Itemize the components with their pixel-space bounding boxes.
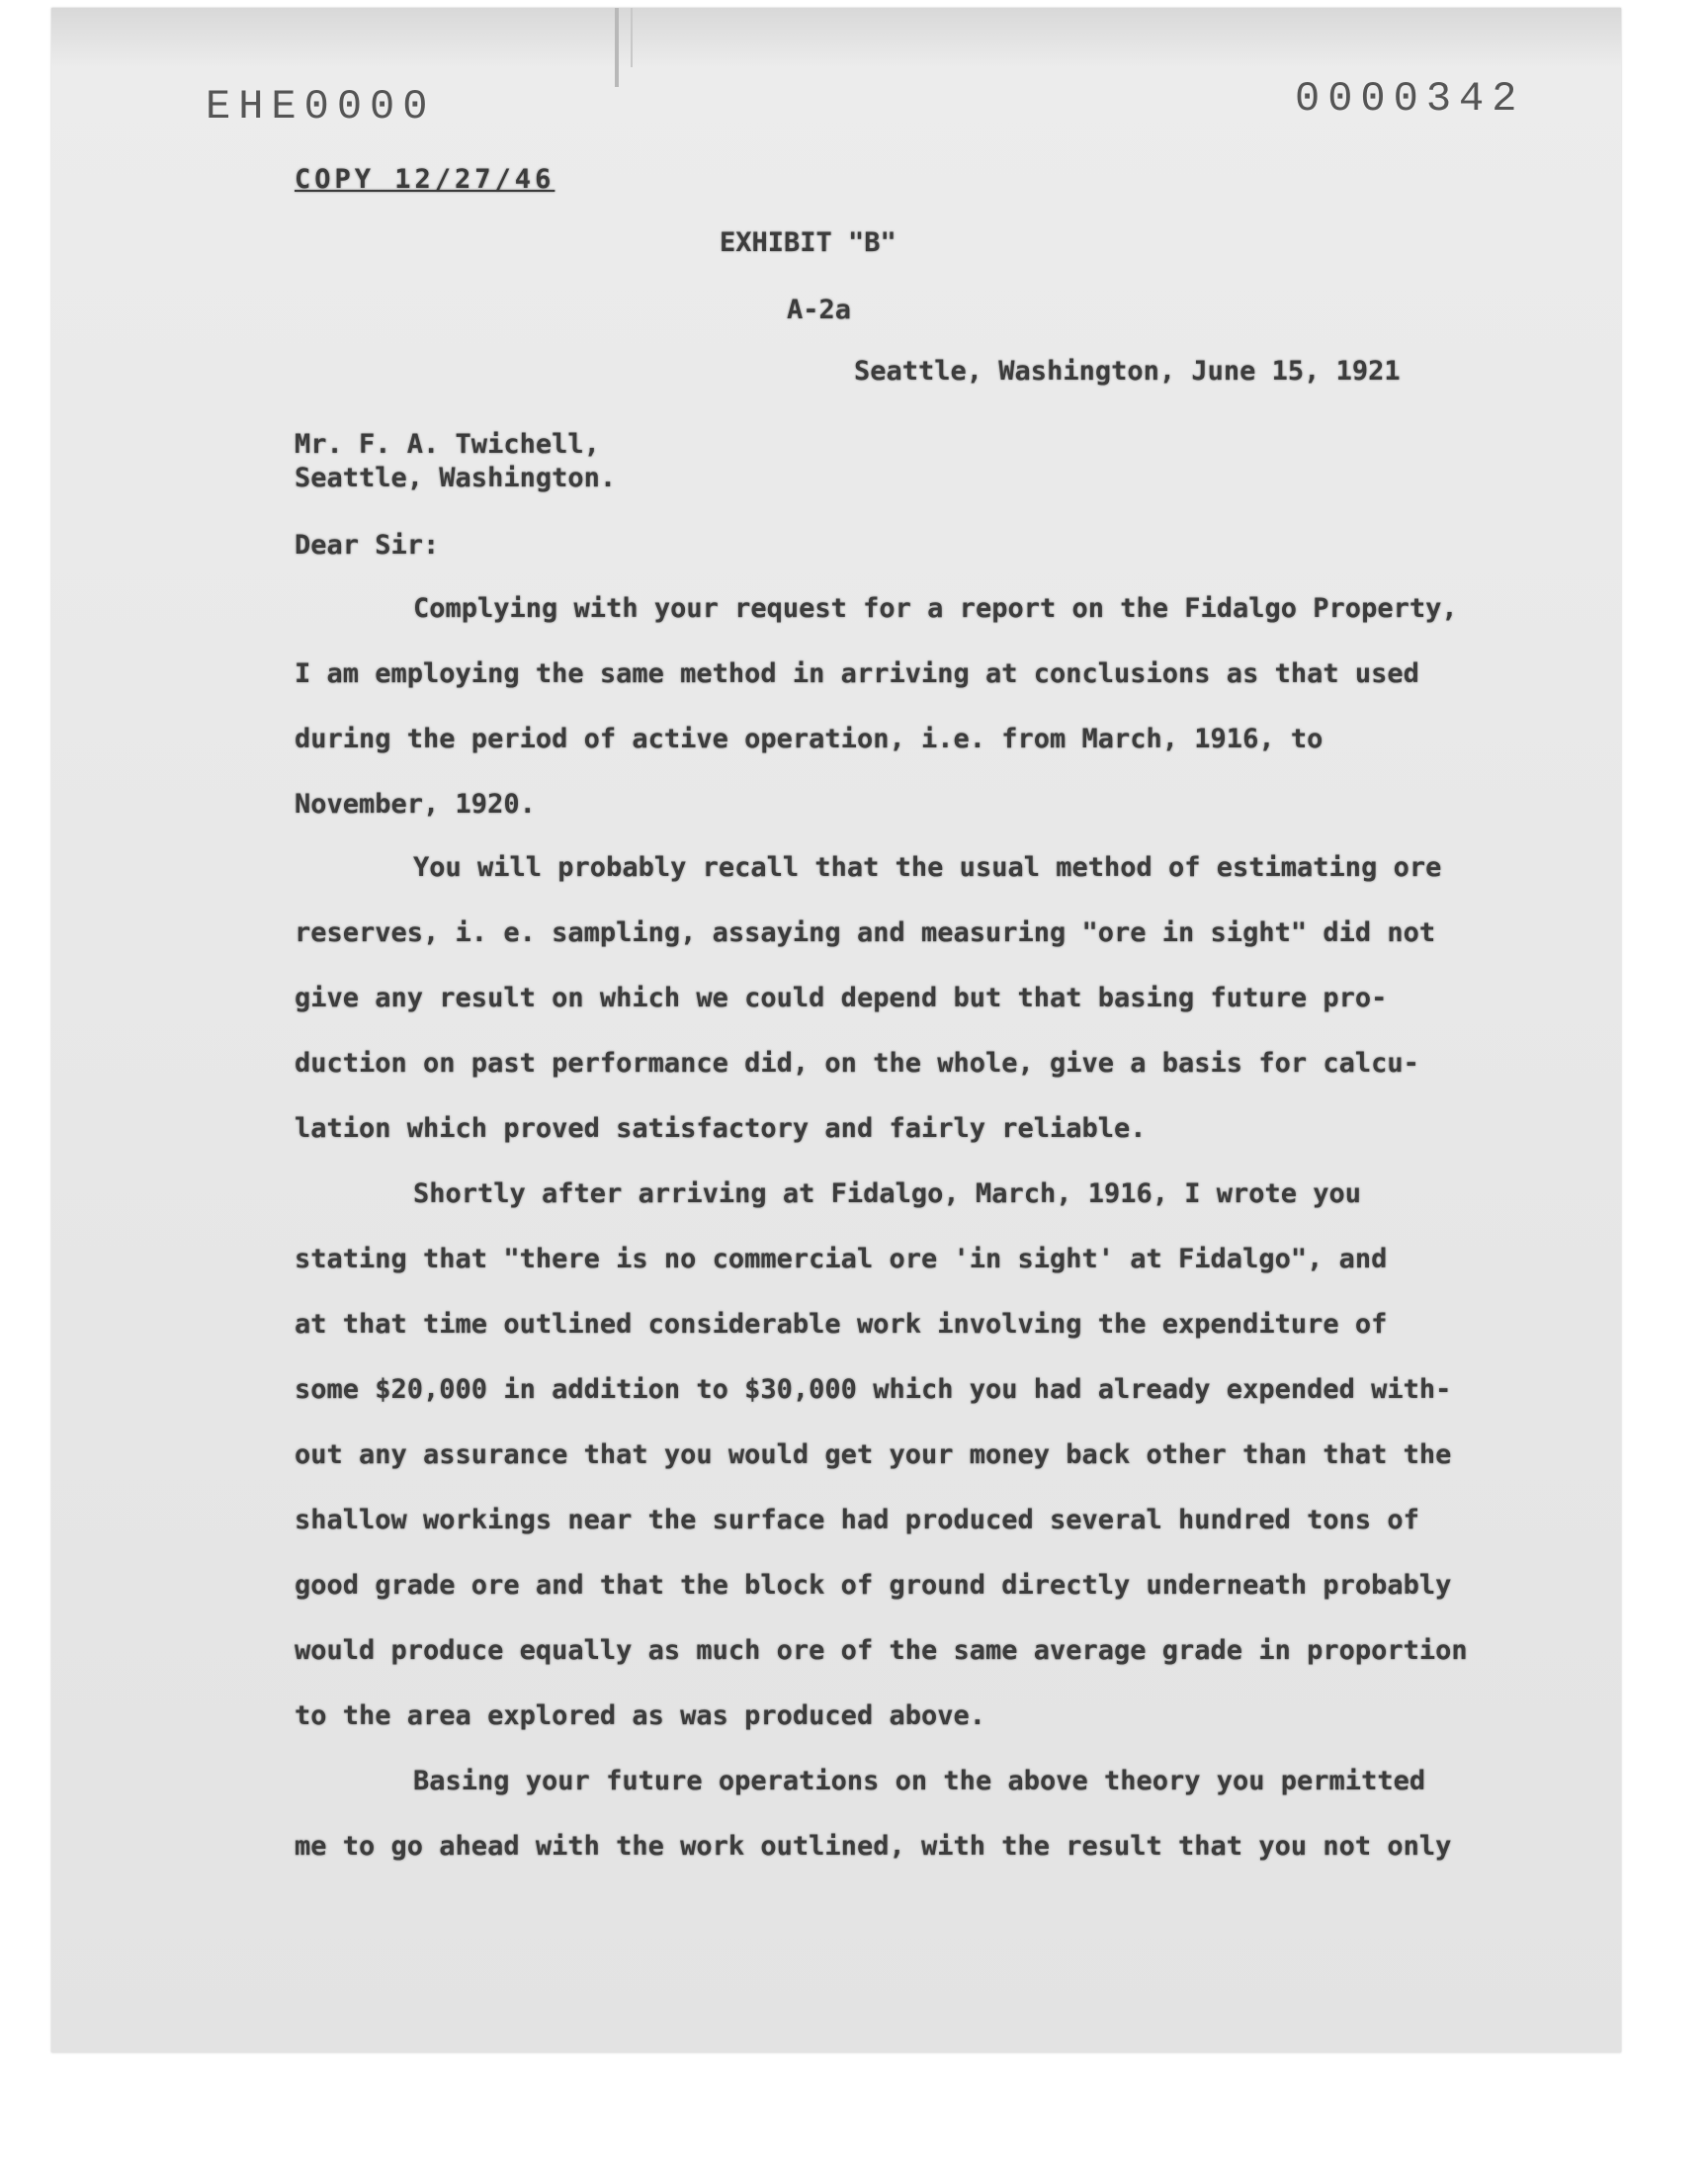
staple-mark-secondary	[631, 8, 633, 67]
body-line: give any result on which we could depend but that basing future pro-	[295, 983, 1388, 1013]
exhibit-subtitle: A-2a	[787, 295, 852, 325]
recipient-name: Mr. F. A. Twichell,	[295, 429, 600, 460]
letter-dateline: Seattle, Washington, June 15, 1921	[854, 356, 1401, 387]
paper-shading	[51, 8, 1621, 67]
salutation: Dear Sir:	[295, 530, 440, 561]
body-line: at that time outlined considerable work involving the expenditure of	[295, 1309, 1388, 1340]
body-line: good grade ore and that the block of ground directly underneath probably	[295, 1570, 1452, 1601]
body-line: out any assurance that you would get your money back other than that the	[295, 1439, 1452, 1470]
recipient-city: Seattle, Washington.	[295, 463, 617, 493]
staple-mark	[615, 8, 619, 87]
body-line: me to go ahead with the work outlined, with the result that you not only	[295, 1831, 1452, 1862]
copy-date-line: COPY 12/27/46	[295, 164, 555, 195]
body-line: stating that "there is no commercial ore 'in sight' at Fidalgo", and	[295, 1244, 1388, 1274]
body-line: reserves, i. e. sampling, assaying and measuring "ore in sight" did not	[295, 917, 1436, 948]
body-line: November, 1920.	[295, 789, 536, 820]
stamp-left-number: EHE0000	[206, 83, 436, 130]
exhibit-title: EXHIBIT "B"	[720, 227, 897, 258]
body-line: some $20,000 in addition to $30,000 which you had already expended with-	[295, 1374, 1452, 1405]
stamp-page-number: 0000342	[1295, 75, 1525, 123]
body-line: lation which proved satisfactory and fairly reliable.	[295, 1113, 1147, 1144]
body-line: Shortly after arriving at Fidalgo, March, 1916, I wrote you	[413, 1178, 1362, 1209]
body-line: You will probably recall that the usual method of estimating ore	[413, 852, 1442, 883]
body-line: shallow workings near the surface had produced several hundred tons of	[295, 1505, 1419, 1535]
body-line: I am employing the same method in arriving at conclusions as that used	[295, 658, 1419, 689]
body-line: to the area explored as was produced above.	[295, 1700, 985, 1731]
body-line: Basing your future operations on the above theory you permitted	[413, 1766, 1426, 1796]
body-line: Complying with your request for a report on the Fidalgo Property,	[413, 593, 1458, 624]
body-line: duction on past performance did, on the whole, give a basis for calcu-	[295, 1048, 1419, 1079]
body-line: would produce equally as much ore of the same average grade in proportion	[295, 1635, 1468, 1666]
body-line: during the period of active operation, i.e. from March, 1916, to	[295, 724, 1324, 754]
